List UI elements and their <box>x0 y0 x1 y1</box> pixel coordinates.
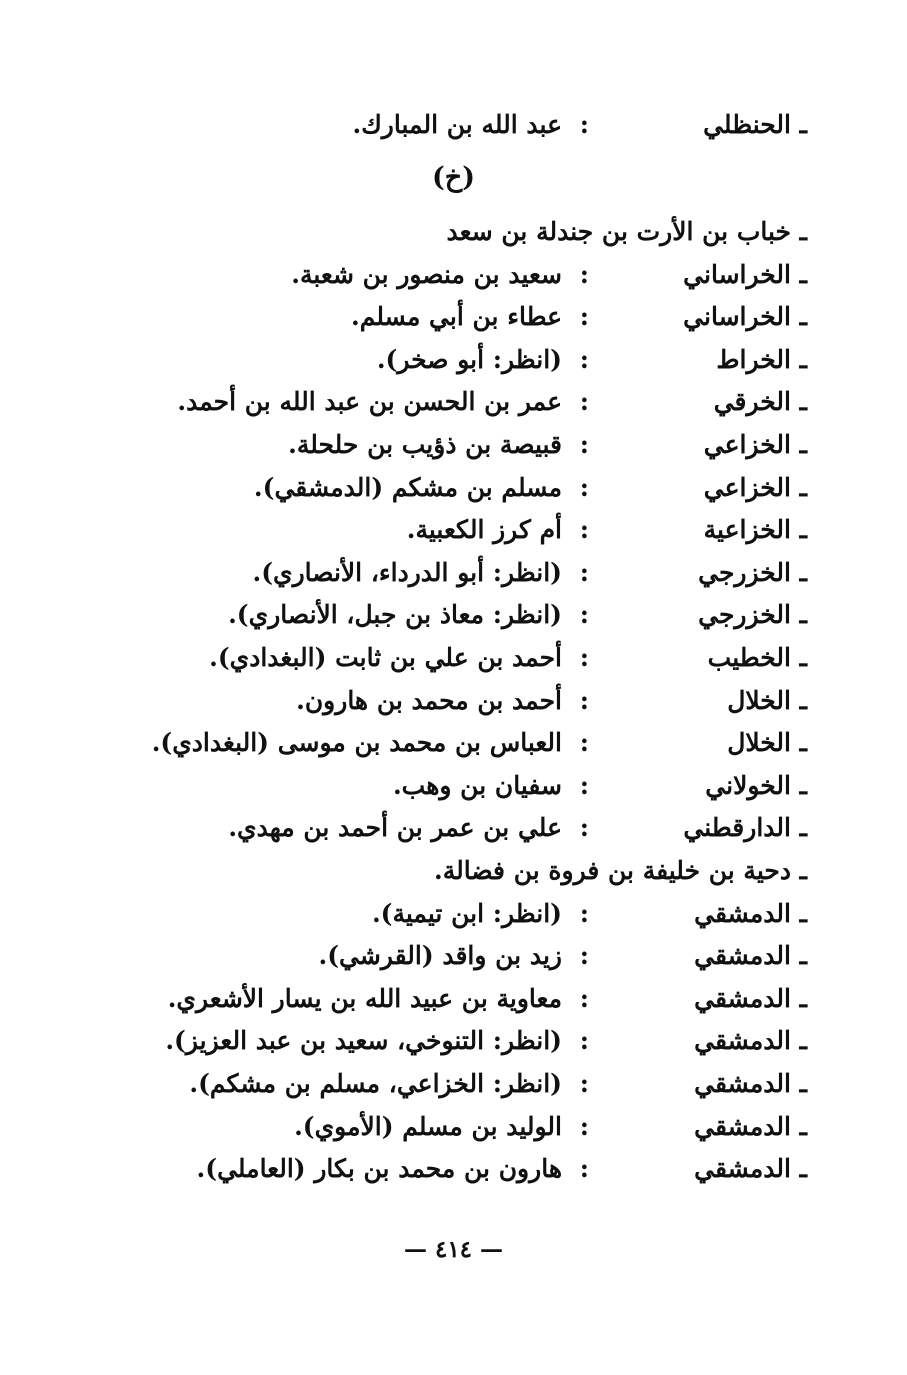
entry-name: سفيان بن وهب. <box>392 771 562 800</box>
entry-separator: : <box>579 728 589 757</box>
entry-separator: : <box>579 558 589 587</box>
entry-name: مسلم بن مشكم (الدمشقي). <box>253 473 562 502</box>
entry-separator: : <box>579 984 589 1013</box>
entry-name: أم كرز الكعبية. <box>406 515 562 544</box>
entry-name: علي بن عمر بن أحمد بن مهدي. <box>228 813 562 842</box>
entry-separator: : <box>579 1026 589 1055</box>
entry-nisba: ـ الدمشقي <box>694 1112 807 1141</box>
list-item <box>0 553 907 593</box>
entry-name: هارون بن محمد بن بكار (العاملي). <box>196 1154 562 1183</box>
entry-nisba: ـ الخزرجي <box>698 600 807 629</box>
list-item <box>0 382 907 422</box>
entry-nisba: ـ الخطيب <box>707 643 807 672</box>
list-item <box>0 681 907 721</box>
entry-nisba: ـ الخلال <box>727 728 807 757</box>
entry-name: (انظر: الخزاعي، مسلم بن مشكم). <box>189 1069 562 1098</box>
entry-separator: : <box>579 260 589 289</box>
entry-nisba: ـ الخلال <box>727 686 807 715</box>
entry-name: عمر بن الحسن بن عبد الله بن أحمد. <box>177 387 562 416</box>
entry-separator: : <box>579 899 589 928</box>
entry-name: (انظر: التنوخي، سعيد بن عبد العزيز). <box>165 1026 562 1055</box>
list-item <box>0 1021 907 1061</box>
entry-separator: : <box>579 387 589 416</box>
list-item <box>0 212 907 252</box>
list-item <box>0 468 907 508</box>
top-entry <box>0 105 907 145</box>
page-number: — ٤١٤ — <box>403 1236 504 1263</box>
entry-separator: : <box>579 110 589 139</box>
entry-full-name: ـ خباب بن الأرت بن جندلة بن سعد <box>446 217 807 246</box>
entry-name: (انظر: أبو الدرداء، الأنصاري). <box>252 558 562 587</box>
list-item <box>0 595 907 635</box>
entry-nisba: ـ الدمشقي <box>694 1026 807 1055</box>
entry-separator: : <box>579 813 589 842</box>
entry-separator: : <box>579 1069 589 1098</box>
list-item <box>0 1107 907 1147</box>
entry-name: معاوية بن عبيد الله بن يسار الأشعري. <box>167 984 562 1013</box>
entry-separator: : <box>579 643 589 672</box>
entry-nisba: ـ الحنظلي <box>703 110 807 139</box>
entry-nisba: ـ الخرقي <box>713 387 807 416</box>
entry-nisba: ـ الخزاعية <box>703 515 807 544</box>
entry-name: (انظر: أبو صخر). <box>376 345 562 374</box>
entry-nisba: ـ الدمشقي <box>694 941 807 970</box>
list-item <box>0 340 907 380</box>
entry-nisba: ـ الدمشقي <box>694 899 807 928</box>
section-letter-heading: (خ) <box>432 162 475 193</box>
entry-name: (انظر: ابن تيمية). <box>371 899 562 928</box>
entry-nisba: ـ الخزرجي <box>698 558 807 587</box>
entry-separator: : <box>579 302 589 331</box>
entry-separator: : <box>579 941 589 970</box>
entry-nisba: ـ الخولاني <box>705 771 807 800</box>
entry-name: الوليد بن مسلم (الأموي). <box>294 1112 562 1141</box>
entry-nisba: ـ الدارقطني <box>683 813 807 842</box>
entry-name: زيد بن واقد (القرشي). <box>318 941 562 970</box>
entry-name: عبد الله بن المبارك. <box>352 110 562 139</box>
entry-separator: : <box>579 686 589 715</box>
list-item <box>0 425 907 465</box>
entry-nisba: ـ الخراساني <box>683 260 807 289</box>
entry-nisba: ـ الخراط <box>716 345 807 374</box>
entry-name: سعيد بن منصور بن شعبة. <box>291 260 562 289</box>
entry-separator: : <box>579 1112 589 1141</box>
list-item <box>0 894 907 934</box>
list-item <box>0 936 907 976</box>
entry-name: أحمد بن محمد بن هارون. <box>296 686 562 715</box>
entry-name: العباس بن محمد بن موسى (البغدادي). <box>151 728 562 757</box>
entry-full-name: ـ دحية بن خليفة بن فروة بن فضالة. <box>434 856 807 885</box>
list-item <box>0 1149 907 1189</box>
entry-separator: : <box>579 1154 589 1183</box>
list-item <box>0 723 907 763</box>
entry-separator: : <box>579 430 589 459</box>
entry-name: أحمد بن علي بن ثابت (البغدادي). <box>209 643 562 672</box>
list-item <box>0 255 907 295</box>
entry-nisba: ـ الدمشقي <box>694 984 807 1013</box>
list-item <box>0 851 907 891</box>
list-item <box>0 979 907 1019</box>
entry-name: قبيصة بن ذؤيب بن حلحلة. <box>288 430 562 459</box>
entry-name: عطاء بن أبي مسلم. <box>351 302 562 331</box>
list-item <box>0 766 907 806</box>
entry-nisba: ـ الدمشقي <box>694 1069 807 1098</box>
list-item <box>0 638 907 678</box>
entry-separator: : <box>579 345 589 374</box>
entry-name: (انظر: معاذ بن جبل، الأنصاري). <box>228 600 562 629</box>
entry-nisba: ـ الدمشقي <box>694 1154 807 1183</box>
entry-separator: : <box>579 515 589 544</box>
list-item <box>0 1064 907 1104</box>
entry-nisba: ـ الخزاعي <box>703 430 807 459</box>
entry-separator: : <box>579 473 589 502</box>
entry-separator: : <box>579 600 589 629</box>
list-item <box>0 510 907 550</box>
list-item <box>0 808 907 848</box>
entry-nisba: ـ الخراساني <box>683 302 807 331</box>
list-item <box>0 297 907 337</box>
entry-nisba: ـ الخزاعي <box>703 473 807 502</box>
entry-separator: : <box>579 771 589 800</box>
